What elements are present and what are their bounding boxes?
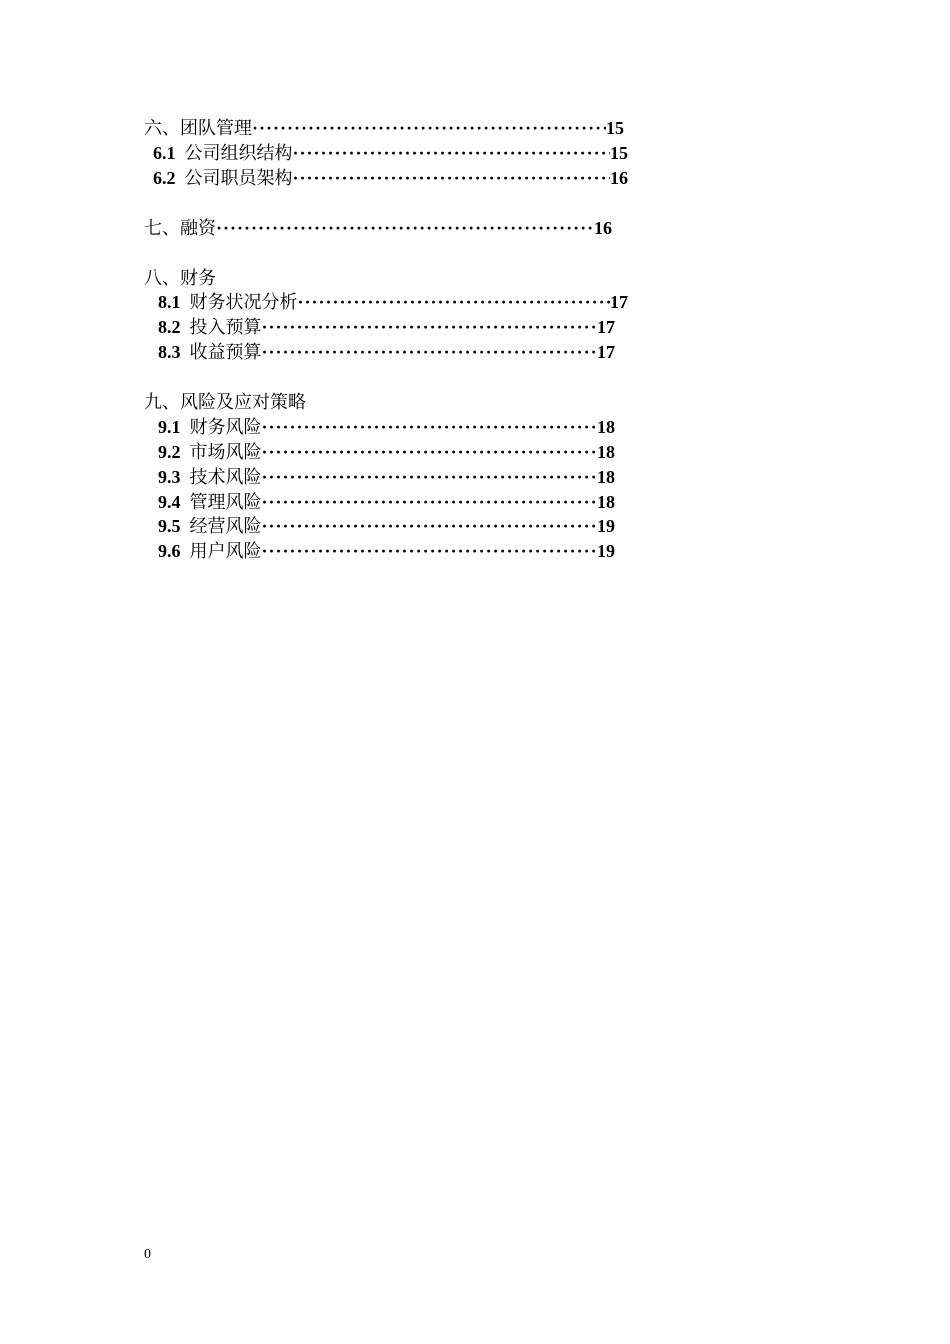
toc-entry-title: 八、财务 [144, 268, 216, 289]
toc-entry-page: 15 [610, 143, 628, 163]
toc-entry-page: 17 [610, 292, 628, 312]
toc-leader-dots [293, 166, 611, 191]
toc-leader-dots [262, 514, 598, 539]
toc-entry-staff-structure[interactable] [153, 166, 628, 191]
toc-entry-title: 公司职员架构 [184, 168, 293, 189]
toc-entry-financial-risk[interactable] [158, 415, 615, 440]
page-number: 0 [144, 1247, 151, 1262]
toc-entry-page: 16 [594, 218, 612, 238]
toc-entry-title: 六、团队管理 [144, 118, 252, 139]
toc-leader-dots [262, 465, 598, 490]
toc-entry-number: 9.5 [158, 516, 181, 536]
toc-entry-risks[interactable] [144, 390, 306, 415]
toc-entry-financial-analysis[interactable] [158, 290, 628, 315]
toc-entry-title: 财务状况分析 [189, 292, 298, 313]
toc-entry-management-risk[interactable] [158, 490, 615, 515]
toc-entry-team-management[interactable] [144, 116, 624, 141]
toc-entry-user-risk[interactable] [158, 539, 615, 564]
toc-entry-title: 管理风险 [189, 492, 262, 513]
toc-entry-title: 用户风险 [189, 541, 262, 562]
toc-leader-dots [262, 415, 598, 440]
toc-entry-number: 8.3 [158, 342, 181, 362]
toc-entry-title: 收益预算 [189, 342, 262, 363]
toc-entry-tech-risk[interactable] [158, 465, 615, 490]
toc-entry-page: 18 [597, 467, 615, 487]
toc-leader-dots [298, 290, 611, 315]
toc-entry-number: 9.4 [158, 492, 181, 512]
toc-entry-page: 16 [610, 168, 628, 188]
toc-entry-title: 经营风险 [189, 516, 262, 537]
toc-entry-market-risk[interactable] [158, 440, 615, 465]
toc-entry-title: 财务风险 [189, 417, 262, 438]
toc-entry-page: 17 [597, 342, 615, 362]
toc-leader-dots [252, 116, 606, 141]
toc-entry-investment-budget[interactable] [158, 315, 615, 340]
toc-entry-revenue-budget[interactable] [158, 340, 615, 365]
toc-entry-page: 19 [597, 541, 615, 561]
toc-leader-dots [262, 490, 598, 515]
toc-leader-dots [262, 539, 598, 564]
toc-leader-dots [262, 440, 598, 465]
toc-entry-title: 投入预算 [189, 317, 262, 338]
toc-leader-dots [216, 216, 594, 241]
toc-entry-page: 17 [597, 317, 615, 337]
toc-entry-financing[interactable] [144, 216, 612, 241]
toc-entry-number: 9.3 [158, 467, 181, 487]
toc-leader-dots [293, 141, 611, 166]
toc-entry-page: 18 [597, 417, 615, 437]
toc-entry-title: 市场风险 [189, 442, 262, 463]
toc-entry-number: 9.2 [158, 442, 181, 462]
toc-entry-number: 8.1 [158, 292, 181, 312]
toc-entry-title: 七、融资 [144, 218, 216, 239]
toc-entry-operating-risk[interactable] [158, 514, 615, 539]
toc-entry-page: 18 [597, 442, 615, 462]
toc-entry-title: 公司组织结构 [184, 143, 293, 164]
toc-entry-org-structure[interactable] [153, 141, 628, 166]
toc-entry-number: 9.6 [158, 541, 181, 561]
toc-entry-page: 18 [597, 492, 615, 512]
toc-entry-number: 8.2 [158, 317, 181, 337]
toc-entry-number: 6.1 [153, 143, 176, 163]
toc-entry-number: 9.1 [158, 417, 181, 437]
toc-entry-page: 15 [606, 118, 624, 138]
toc-entry-finance[interactable] [144, 266, 216, 291]
toc-leader-dots [262, 315, 598, 340]
toc-entry-number: 6.2 [153, 168, 176, 188]
toc-leader-dots [262, 340, 598, 365]
toc-entry-title: 技术风险 [189, 467, 262, 488]
toc-entry-title: 九、风险及应对策略 [144, 392, 306, 413]
toc-entry-page: 19 [597, 516, 615, 536]
